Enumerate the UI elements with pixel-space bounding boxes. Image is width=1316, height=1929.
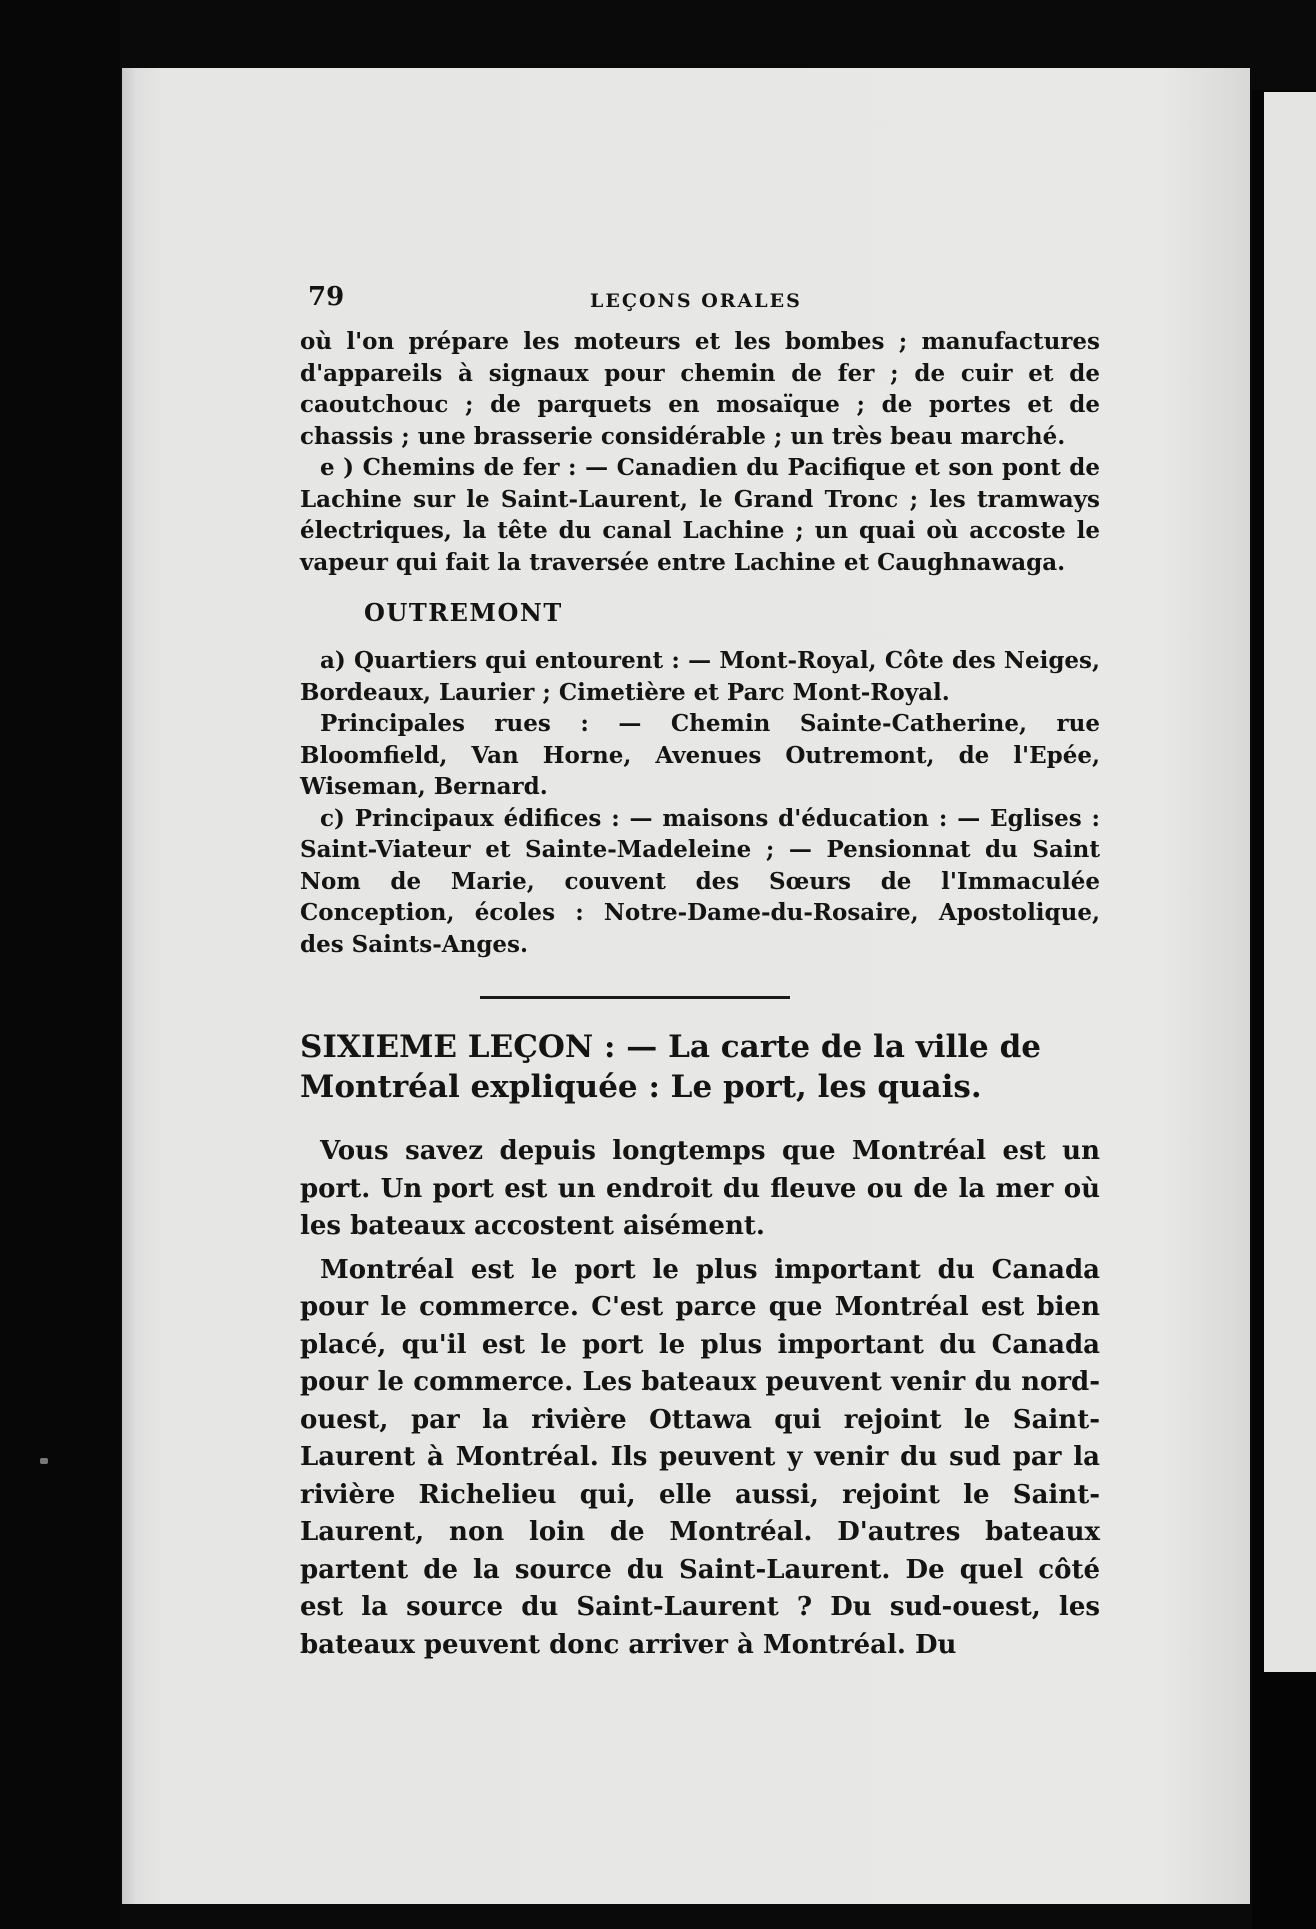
section-title: OUTREMONT — [364, 598, 563, 627]
paragraph-railways: e ) Chemins de fer : — Canadien du Pacifique et son pont de Lachine sur le Saint-Laurent, le Grand Tronc ; les tramways électriques, la tête du canal Lachine ; un quai où accoste le vapeur qui fait la traversée entre Lachine et Caughnawaga. — [300, 454, 1100, 576]
lesson-paragraph-port: Vous savez depuis longtemps que Montréal est un port. Un port est un endroit du fleuve ou de la mer où les bateaux accostent aisément. — [300, 1136, 1100, 1241]
lesson-body — [300, 1133, 1100, 1664]
page-content — [300, 270, 1100, 1664]
paragraph-rues: Principales rues : — Chemin Sainte-Catherine, rue Bloomfield, Van Horne, Avenues Outremont, de l'Epée, Wiseman, Bernard. — [300, 710, 1100, 800]
facing-page-edge — [1264, 92, 1316, 1672]
paragraph-quartiers: a) Quartiers qui entourent : — Mont-Royal, Côte des Neiges, Bordeaux, Laurier ; Cimetière et Parc Mont-Royal. — [300, 647, 1100, 706]
page-header — [300, 270, 1100, 326]
paragraph-edifices: c) Principaux édifices : — maisons d'éducation : — Eglises : Saint-Viateur et Sainte-Madeleine ; — Pensionnat du Saint Nom de Marie, couvent des Sœurs de l'Immaculée Conception, écoles : Notre-Dame-du-Rosaire, Apostolique, des Saints-Anges. — [300, 804, 1100, 958]
lesson-paragraph-commerce: Montréal est le port le plus important du Canada pour le commerce. C'est parce que Montréal est bien placé, qu'il est le port le plus important du Canada pour le commerce. Les bateaux peuvent venir du nord-ouest, par la rivière Ottawa qui rejoint le Saint-Laurent à Montréal. Ils peuvent y venir du sud par la rivière Richelieu qui, elle aussi, rejoint le Saint-Laurent, non loin de Montréal. D'autres bateaux partent de la source du Saint-Laurent. De quel côté est la source du Saint-Laurent ? Du sud-ouest, les bateaux peuvent donc arriver à Montréal. Du — [300, 1254, 1100, 1660]
running-head: LEÇONS ORALES — [590, 290, 802, 312]
paragraph-continuation: où l'on prépare les moteurs et les bombes ; manufactures d'appareils à signaux pour chemin de fer ; de cuir et de caoutchouc ; de parquets en mosaïque ; de portes et de chassis ; une brasserie considérable ; un très beau marché. — [300, 328, 1100, 450]
page-number: 79 — [308, 282, 345, 312]
lesson-title: SIXIEME LEÇON : — La carte de la ville de Montréal expliquée : Le port, les quais. — [300, 1029, 1041, 1105]
scan-border-left — [0, 0, 120, 1929]
section-divider — [480, 996, 790, 999]
scan-speck — [40, 1458, 48, 1464]
